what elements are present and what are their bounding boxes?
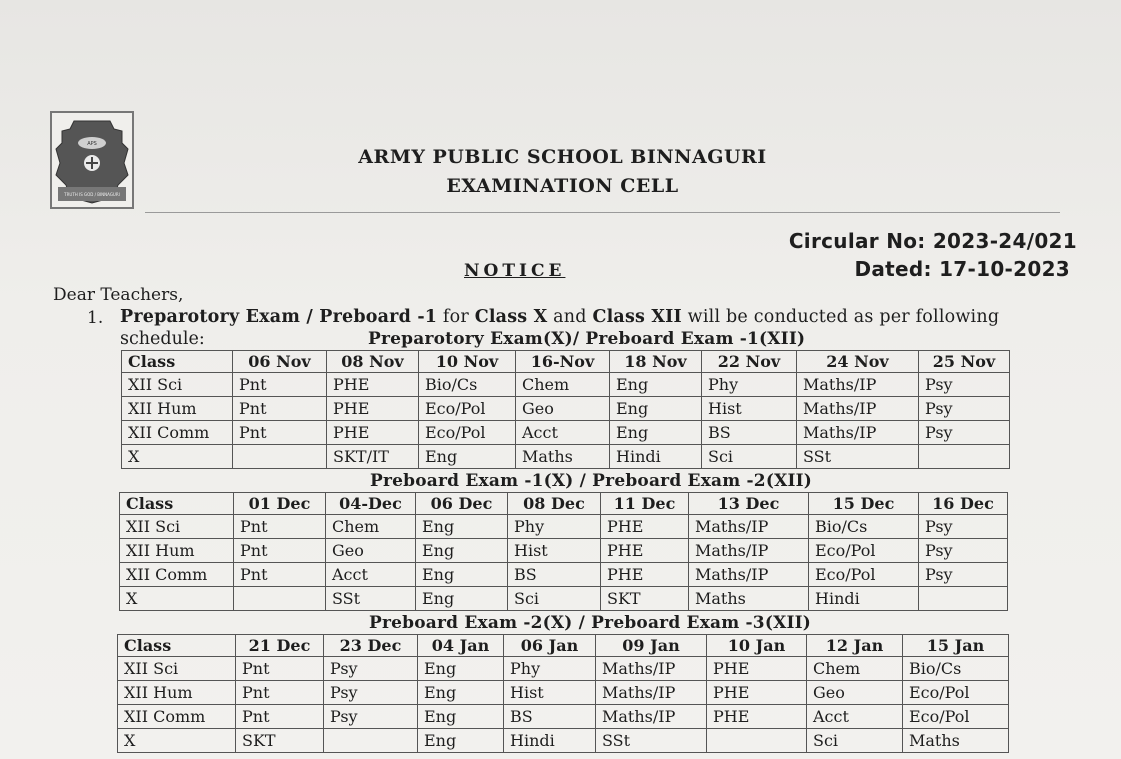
subject-cell: Maths/IP bbox=[689, 563, 809, 587]
date-column-header: 18 Nov bbox=[610, 351, 702, 373]
subject-cell: Eco/Pol bbox=[903, 705, 1009, 729]
subject-cell: Hist bbox=[504, 681, 596, 705]
class-x: Class X bbox=[474, 307, 548, 327]
subject-cell: Sci bbox=[508, 587, 601, 611]
text: for bbox=[437, 307, 475, 327]
point-number: 1. bbox=[87, 308, 104, 328]
subject-cell: Eng bbox=[418, 681, 504, 705]
subject-cell: SKT bbox=[236, 729, 324, 753]
subject-cell: Sci bbox=[807, 729, 903, 753]
circular-number: Circular No: 2023-24/021 bbox=[788, 229, 1077, 253]
subject-cell: Geo bbox=[326, 539, 416, 563]
subject-cell: Pnt bbox=[233, 373, 327, 397]
subject-cell: Maths/IP bbox=[689, 539, 809, 563]
subject-cell: Chem bbox=[326, 515, 416, 539]
subject-cell: Eco/Pol bbox=[903, 681, 1009, 705]
subject-cell: Psy bbox=[919, 515, 1008, 539]
subject-cell: Geo bbox=[516, 397, 610, 421]
table-header-row bbox=[122, 351, 1010, 373]
subject-cell: Geo bbox=[807, 681, 903, 705]
subject-cell: Psy bbox=[324, 681, 418, 705]
subject-cell: Maths/IP bbox=[596, 681, 707, 705]
subject-cell: Eng bbox=[416, 563, 508, 587]
table-row bbox=[118, 681, 1009, 705]
class-cell: X bbox=[122, 445, 233, 469]
subject-cell: Maths/IP bbox=[596, 657, 707, 681]
subject-cell: Maths bbox=[903, 729, 1009, 753]
subject-cell: PHE bbox=[707, 657, 807, 681]
table-row bbox=[120, 587, 1008, 611]
exam-name: Preparotory Exam / Preboard -1 bbox=[120, 307, 438, 327]
table-row bbox=[122, 421, 1010, 445]
subject-cell: Maths bbox=[689, 587, 809, 611]
subject-cell: Eco/Pol bbox=[419, 421, 516, 445]
date-column-header: 21 Dec bbox=[236, 635, 324, 657]
subject-cell: Pnt bbox=[234, 515, 326, 539]
point-text bbox=[120, 307, 1020, 327]
subject-cell: Sci bbox=[702, 445, 797, 469]
subject-cell: Pnt bbox=[234, 539, 326, 563]
subject-cell: Phy bbox=[702, 373, 797, 397]
class-cell: XII Comm bbox=[120, 563, 234, 587]
subject-cell: Hindi bbox=[504, 729, 596, 753]
date-column-header: 01 Dec bbox=[234, 493, 326, 515]
text: will be conducted as per following bbox=[681, 307, 1000, 327]
class-cell: XII Hum bbox=[120, 539, 234, 563]
subject-cell: Pnt bbox=[236, 705, 324, 729]
schedule-table-1 bbox=[121, 350, 1010, 469]
date-column-header: 16 Dec bbox=[919, 493, 1008, 515]
subject-cell: Eng bbox=[610, 421, 702, 445]
table-1-title: Preparotory Exam(X)/ Preboard Exam -1(XII) bbox=[368, 329, 806, 349]
subject-cell: Eco/Pol bbox=[419, 397, 516, 421]
date-column-header: 04-Dec bbox=[326, 493, 416, 515]
subject-cell: Maths/IP bbox=[797, 397, 919, 421]
subject-cell: Bio/Cs bbox=[809, 515, 919, 539]
text: and bbox=[547, 307, 593, 327]
subject-cell: BS bbox=[504, 705, 596, 729]
subject-cell: Eng bbox=[418, 729, 504, 753]
subject-cell: Eng bbox=[418, 657, 504, 681]
date-column-header: 10 Nov bbox=[419, 351, 516, 373]
subject-cell: Phy bbox=[508, 515, 601, 539]
school-name: ARMY PUBLIC SCHOOL BINNAGURI bbox=[358, 146, 767, 168]
date-column-header: 10 Jan bbox=[707, 635, 807, 657]
subject-cell: Pnt bbox=[234, 563, 326, 587]
subject-cell: Pnt bbox=[236, 657, 324, 681]
date-column-header: 06 Nov bbox=[233, 351, 327, 373]
svg-text:APS: APS bbox=[87, 141, 97, 147]
table-row bbox=[120, 563, 1008, 587]
date-column-header: 15 Jan bbox=[903, 635, 1009, 657]
subject-cell: Hindi bbox=[809, 587, 919, 611]
class-cell: XII Sci bbox=[118, 657, 236, 681]
subject-cell: Acct bbox=[807, 705, 903, 729]
subject-cell: Psy bbox=[919, 373, 1010, 397]
class-column-header: Class bbox=[120, 493, 234, 515]
table-header-row bbox=[120, 493, 1008, 515]
point-text-continued: schedule: bbox=[120, 329, 205, 349]
subject-cell: Acct bbox=[516, 421, 610, 445]
table-header-row bbox=[118, 635, 1009, 657]
date-column-header: 15 Dec bbox=[809, 493, 919, 515]
subject-cell: Psy bbox=[324, 705, 418, 729]
subject-cell: PHE bbox=[707, 705, 807, 729]
subject-cell: Maths/IP bbox=[797, 373, 919, 397]
examination-cell-title: EXAMINATION CELL bbox=[446, 175, 679, 197]
subject-cell: Acct bbox=[326, 563, 416, 587]
class-xii: Class XII bbox=[592, 307, 682, 327]
subject-cell: SSt bbox=[596, 729, 707, 753]
subject-cell: Hist bbox=[508, 539, 601, 563]
circular-date: Dated: 17-10-2023 bbox=[854, 257, 1070, 281]
subject-cell: PHE bbox=[327, 397, 419, 421]
date-column-header: 12 Jan bbox=[807, 635, 903, 657]
date-column-header: 11 Dec bbox=[601, 493, 689, 515]
subject-cell: SKT bbox=[601, 587, 689, 611]
date-column-header: 06 Jan bbox=[504, 635, 596, 657]
subject-cell: Chem bbox=[807, 657, 903, 681]
class-column-header: Class bbox=[118, 635, 236, 657]
subject-cell bbox=[919, 445, 1010, 469]
schedule-table-2 bbox=[119, 492, 1008, 611]
subject-cell: Maths/IP bbox=[596, 705, 707, 729]
subject-cell: PHE bbox=[327, 373, 419, 397]
subject-cell: Eng bbox=[418, 705, 504, 729]
table-row bbox=[122, 445, 1010, 469]
date-column-header: 23 Dec bbox=[324, 635, 418, 657]
subject-cell: Eng bbox=[416, 515, 508, 539]
table-row bbox=[122, 373, 1010, 397]
subject-cell: Eng bbox=[416, 539, 508, 563]
subject-cell: Hist bbox=[702, 397, 797, 421]
date-column-header: 06 Dec bbox=[416, 493, 508, 515]
subject-cell: Eco/Pol bbox=[809, 563, 919, 587]
subject-cell: Eng bbox=[610, 373, 702, 397]
date-column-header: 25 Nov bbox=[919, 351, 1010, 373]
subject-cell: Pnt bbox=[233, 397, 327, 421]
table-2-title: Preboard Exam -1(X) / Preboard Exam -2(XII) bbox=[370, 471, 813, 491]
subject-cell bbox=[324, 729, 418, 753]
table-row bbox=[118, 657, 1009, 681]
table-row bbox=[120, 539, 1008, 563]
subject-cell: Maths bbox=[516, 445, 610, 469]
class-cell: X bbox=[120, 587, 234, 611]
subject-cell: Eng bbox=[610, 397, 702, 421]
subject-cell: SSt bbox=[797, 445, 919, 469]
subject-cell: Psy bbox=[324, 657, 418, 681]
subject-cell: SSt bbox=[326, 587, 416, 611]
subject-cell: Bio/Cs bbox=[903, 657, 1009, 681]
subject-cell: Eco/Pol bbox=[809, 539, 919, 563]
subject-cell bbox=[707, 729, 807, 753]
date-column-header: 09 Jan bbox=[596, 635, 707, 657]
table-row bbox=[118, 729, 1009, 753]
date-column-header: 22 Nov bbox=[702, 351, 797, 373]
subject-cell: Maths/IP bbox=[797, 421, 919, 445]
class-cell: X bbox=[118, 729, 236, 753]
subject-cell: BS bbox=[508, 563, 601, 587]
subject-cell: Pnt bbox=[236, 681, 324, 705]
subject-cell: Psy bbox=[919, 563, 1008, 587]
subject-cell: Eng bbox=[416, 587, 508, 611]
subject-cell: Psy bbox=[919, 397, 1010, 421]
class-cell: XII Hum bbox=[118, 681, 236, 705]
date-column-header: 08 Dec bbox=[508, 493, 601, 515]
subject-cell: Chem bbox=[516, 373, 610, 397]
schedule-table-3 bbox=[117, 634, 1009, 753]
class-cell: XII Hum bbox=[122, 397, 233, 421]
class-cell: XII Comm bbox=[122, 421, 233, 445]
subject-cell: Pnt bbox=[233, 421, 327, 445]
subject-cell bbox=[234, 587, 326, 611]
subject-cell: PHE bbox=[601, 539, 689, 563]
svg-text:TRUTH IS GOD / BINNAGURI: TRUTH IS GOD / BINNAGURI bbox=[64, 192, 120, 197]
date-column-header: 24 Nov bbox=[797, 351, 919, 373]
subject-cell: Psy bbox=[919, 539, 1008, 563]
header-divider bbox=[145, 212, 1060, 213]
table-row bbox=[122, 397, 1010, 421]
subject-cell: PHE bbox=[601, 515, 689, 539]
subject-cell: Hindi bbox=[610, 445, 702, 469]
subject-cell bbox=[919, 587, 1008, 611]
class-cell: XII Sci bbox=[122, 373, 233, 397]
date-column-header: 13 Dec bbox=[689, 493, 809, 515]
notice-title: NOTICE bbox=[464, 261, 566, 281]
subject-cell bbox=[233, 445, 327, 469]
table-row bbox=[118, 705, 1009, 729]
table-3-title: Preboard Exam -2(X) / Preboard Exam -3(XII) bbox=[369, 613, 812, 633]
table-row bbox=[120, 515, 1008, 539]
class-cell: XII Comm bbox=[118, 705, 236, 729]
subject-cell: Maths/IP bbox=[689, 515, 809, 539]
class-column-header: Class bbox=[122, 351, 233, 373]
subject-cell: Bio/Cs bbox=[419, 373, 516, 397]
subject-cell: Eng bbox=[419, 445, 516, 469]
subject-cell: PHE bbox=[327, 421, 419, 445]
class-cell: XII Sci bbox=[120, 515, 234, 539]
subject-cell: Phy bbox=[504, 657, 596, 681]
date-column-header: 08 Nov bbox=[327, 351, 419, 373]
subject-cell: PHE bbox=[601, 563, 689, 587]
subject-cell: PHE bbox=[707, 681, 807, 705]
subject-cell: Psy bbox=[919, 421, 1010, 445]
greeting: Dear Teachers, bbox=[53, 285, 184, 305]
date-column-header: 04 Jan bbox=[418, 635, 504, 657]
subject-cell: SKT/IT bbox=[327, 445, 419, 469]
date-column-header: 16-Nov bbox=[516, 351, 610, 373]
subject-cell: BS bbox=[702, 421, 797, 445]
